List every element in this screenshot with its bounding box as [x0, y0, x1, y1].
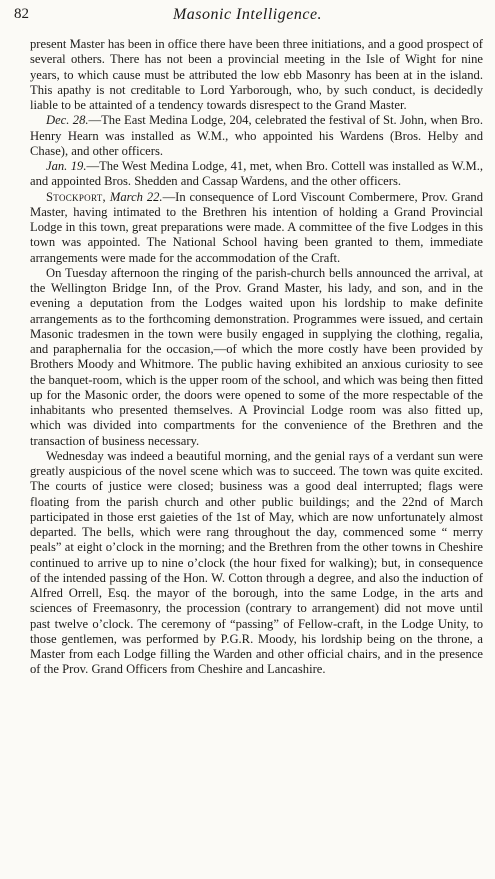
paragraph-west-medina — [30, 159, 483, 190]
paragraph-text: —The East Medina Lodge, 204, celebrated the festival of St. John, when Bro. Henry Hearn was installed as W.M., who appointed his Wardens (Bros. Helby and Chase), and other officers. — [30, 113, 483, 158]
page-header — [14, 6, 481, 28]
paragraph-text: —In consequence of Lord Viscount Combermere, Prov. Grand Master, having intimated to the Brethren his intention of holding a Grand Provincial Lodge in this town, great preparations were made. A committee of the five Lodges in this town was appointed. The National School having been granted to them, immediate arrangements were made for the accommodation of the Craft. — [30, 189, 483, 265]
paragraph-east-medina — [30, 113, 483, 159]
running-title: Masonic Intelligence. — [172, 6, 323, 23]
date-march-22: March 22. — [109, 189, 163, 204]
article-body — [30, 37, 483, 678]
paragraph-text: —The West Medina Lodge, 41, met, when Bro. Cottell was installed as W.M., and appointed Bros. Shedden and Cassap Wardens, and the other officers. — [30, 159, 483, 189]
paragraph-wednesday: Wednesday was indeed a beautiful morning, and the genial rays of a verdant sun were greatly auspicious of the novel scene which was to succeed. The town was quite excited. The courts of justice were closed; business was a good deal interrupted; flags were floating from the parish church and other public buildings; and the 22nd of March participated in those erst gaieties of the 1st of May, which are now unfortunately almost departed. The bells, which were rang throughout the day, commenced some “ merry peals” at eight o’clock in the morning; and the Brethren from the other towns in Cheshire continued to arrive up to nine o’clock (the hour fixed for walking); but, in consequence of the intended passing of the Hon. W. Cotton through a degree, and also the induction of Alfred Orrell, Esq. the mayor of the borough, into the same Lodge, in the arts and sciences of Freemasonry, the procession (contrary to arrangement) did not move until past twelve o’clock. The ceremony of “passing” of Fellow-craft, in the Lodge Unity, to those gentlemen, was performed by P.G.R. Moody, his lordship being on the throne, a Master from each Lodge filling the Warden and other official chairs, and in the presence of the Prov. Grand Officers from Cheshire and Lancashire. — [30, 448, 483, 677]
page-number: 82 — [14, 6, 29, 22]
place-stockport: Stockport, — [46, 189, 106, 204]
date-jan-19: Jan. 19. — [46, 159, 87, 173]
paragraph-stockport — [30, 190, 483, 266]
date-dec-28: Dec. 28. — [46, 113, 89, 128]
paragraph-isle-of-wight: present Master has been in office there have been three initiations, and a good prospect of several others. There has not been a provincial meeting in the Isle of Wight for nine years, to which cause must be attributed the low ebb Masonry has been at in the island. This apathy is not creditable to Lord Yarborough, who, by such conduct, is decidedly liable to be attainted of a tendency towards disrespect to the Grand Master. — [30, 37, 483, 112]
paragraph-tuesday: On Tuesday afternoon the ringing of the parish-church bells announced the arrival, at the Wellington Bridge Inn, of the Prov. Grand Master, his lady, and son, and in the evening a deputation from the Lodges waited upon his lordship to make definite arrangements as to the forthcoming demonstration. Programmes were issued, and certain Masonic tradesmen in the town were busily engaged in supplying the clothing, regalia, and paraphernalia for the occasion,—of which the more costly have been provided by Brothers Moody and Whitmore. The public having exhibited an anxious curiosity to see the banquet-room, which is the upper room of the school, and which was being then fitted up for the Masonic order, the doors were opened to some of the more respectable of the inhabitants who presented themselves. A Provincial Lodge room was also fitted up, which was divided into compartments for the convenience of the Brethren and the transaction of business necessary. — [30, 265, 483, 448]
